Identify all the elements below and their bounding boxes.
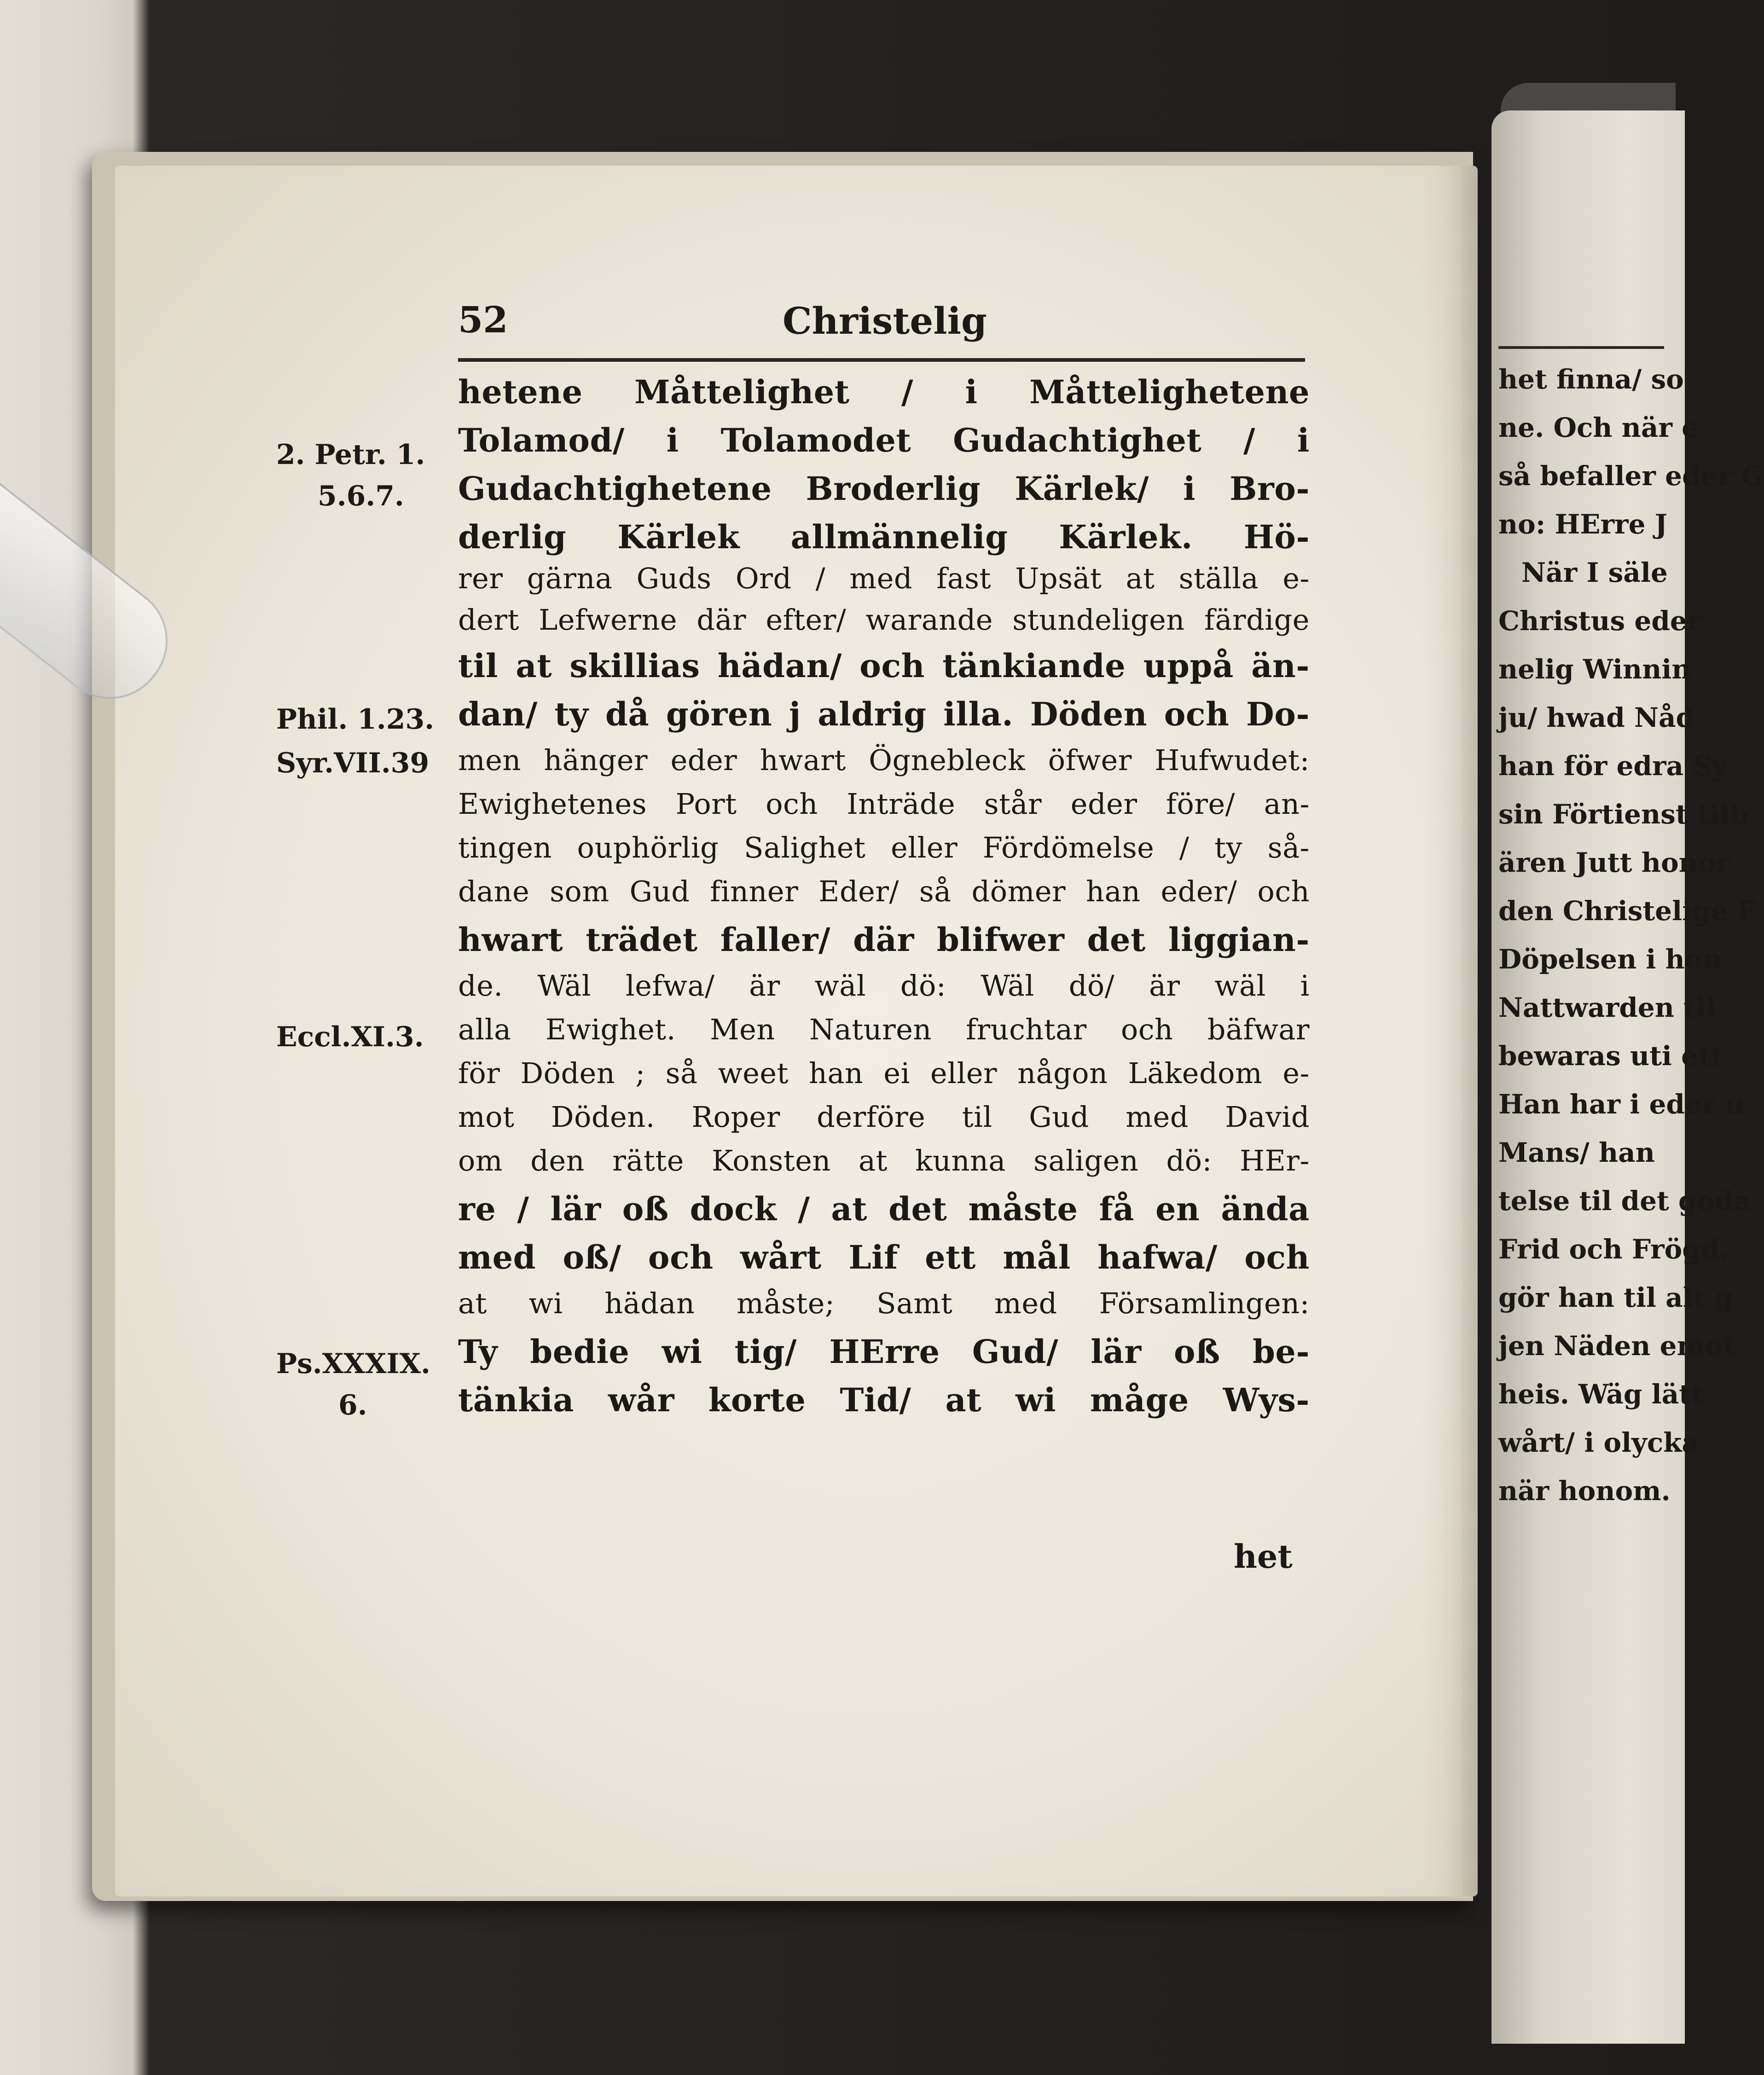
right-page-line: Han har i eder u: [1498, 1089, 1745, 1120]
marginal-reference: 6.: [338, 1389, 367, 1421]
text-line: til at skillias hädan/ och tänkiande uppå än-: [458, 647, 1310, 685]
text-line: tänkia wår korte Tid/ at wi måge Wys-: [458, 1381, 1310, 1419]
right-page-line: telse til det goda: [1498, 1185, 1751, 1217]
right-page-line: Nattwarden til: [1498, 992, 1716, 1023]
right-page-line: sin Förtienst tilb: [1498, 799, 1749, 830]
right-page-line: Döpelsen i hon: [1498, 944, 1722, 975]
marginal-reference: Eccl.XI.3.: [276, 1021, 424, 1053]
right-page-line: Christus eder: [1498, 605, 1701, 637]
right-page-header-rule: [1498, 346, 1664, 349]
right-page-line: gör han til alt g: [1498, 1282, 1734, 1313]
right-page-line: bewaras uti ett: [1498, 1040, 1723, 1072]
text-line: tingen ouphörlig Salighet eller Fördömelse / ty så-: [458, 831, 1310, 864]
right-page-line: het finna/ so: [1498, 364, 1684, 395]
catchword: het: [1234, 1537, 1293, 1576]
text-line: de. Wäl lefwa/ är wäl dö: Wäl dö/ är wäl i: [458, 969, 1310, 1003]
text-line: Tolamod/ i Tolamodet Gudachtighet / i: [458, 421, 1310, 459]
marginal-reference: Ps.XXXIX.: [276, 1348, 430, 1380]
running-head: Christelig: [783, 299, 987, 342]
right-page-line: När I säle: [1521, 557, 1668, 588]
marginal-reference: Phil. 1.23.: [276, 703, 435, 736]
text-line: re / lär oß dock / at det måste få en ända: [458, 1190, 1310, 1228]
text-line: om den rätte Konsten at kunna saligen dö: HEr-: [458, 1144, 1310, 1177]
right-page-line: heis. Wäg lätt: [1498, 1379, 1704, 1410]
right-page-line: när honom.: [1498, 1475, 1671, 1507]
right-page-line: ären Jutt honor: [1498, 847, 1730, 878]
text-line: hetene Måttelighet / i Måttelighetene: [458, 373, 1310, 411]
text-line: dan/ ty då gören j aldrig illa. Döden och Do-: [458, 695, 1310, 733]
text-line: Ty bedie wi tig/ HErre Gud/ lär oß be-: [458, 1333, 1310, 1371]
text-line: men hänger eder hwart Ögnebleck öfwer Hufwudet:: [458, 743, 1310, 777]
marginal-reference: Syr.VII.39: [276, 747, 429, 779]
page-number: 52: [458, 299, 508, 341]
right-page-line: så befaller eder G: [1498, 460, 1764, 492]
text-line: dert Lefwerne där efter/ warande stundeligen färdige: [458, 603, 1310, 637]
right-page-line: nelig Winnin: [1498, 654, 1691, 685]
text-line: mot Döden. Roper derföre til Gud med David: [458, 1100, 1310, 1134]
text-line: at wi hädan måste; Samt med Församlingen:: [458, 1287, 1310, 1320]
right-page-line: ne. Och när e: [1498, 412, 1699, 443]
right-page-line: no: HErre J: [1498, 509, 1668, 540]
marginal-reference: 2. Petr. 1.: [276, 439, 425, 471]
right-page-line: den Christelige F: [1498, 895, 1756, 927]
text-line: för Döden ; så weet han ei eller någon Läkedom e-: [458, 1056, 1310, 1090]
text-line: Gudachtighetene Broderlig Kärlek/ i Bro-: [458, 469, 1310, 508]
right-page-line: Mans/ han: [1498, 1137, 1655, 1168]
text-line: alla Ewighet. Men Naturen fruchtar och bäfwar: [458, 1013, 1310, 1046]
text-line: hwart trädet faller/ där blifwer det liggian-: [458, 921, 1310, 959]
text-line: derlig Kärlek allmännelig Kärlek. Hö-: [458, 518, 1310, 556]
right-page-line: wårt/ i olycka: [1498, 1427, 1699, 1458]
right-page-line: ju/ hwad Nåd: [1498, 702, 1695, 733]
header-rule: [458, 358, 1305, 362]
right-page-line: Frid och Frögd.: [1498, 1234, 1729, 1265]
text-line: rer gärna Guds Ord / med fast Upsät at ställa e-: [458, 562, 1310, 595]
marginal-reference: 5.6.7.: [318, 480, 404, 512]
right-page-line: han för edra Sy: [1498, 750, 1728, 782]
text-line: dane som Gud finner Eder/ så dömer han eder/ och: [458, 875, 1310, 908]
text-line: Ewighetenes Port och Inträde står eder före/ an-: [458, 787, 1310, 821]
text-line: med oß/ och wårt Lif ett mål hafwa/ och: [458, 1238, 1310, 1276]
right-page-line: jen Näden emot: [1498, 1330, 1735, 1362]
